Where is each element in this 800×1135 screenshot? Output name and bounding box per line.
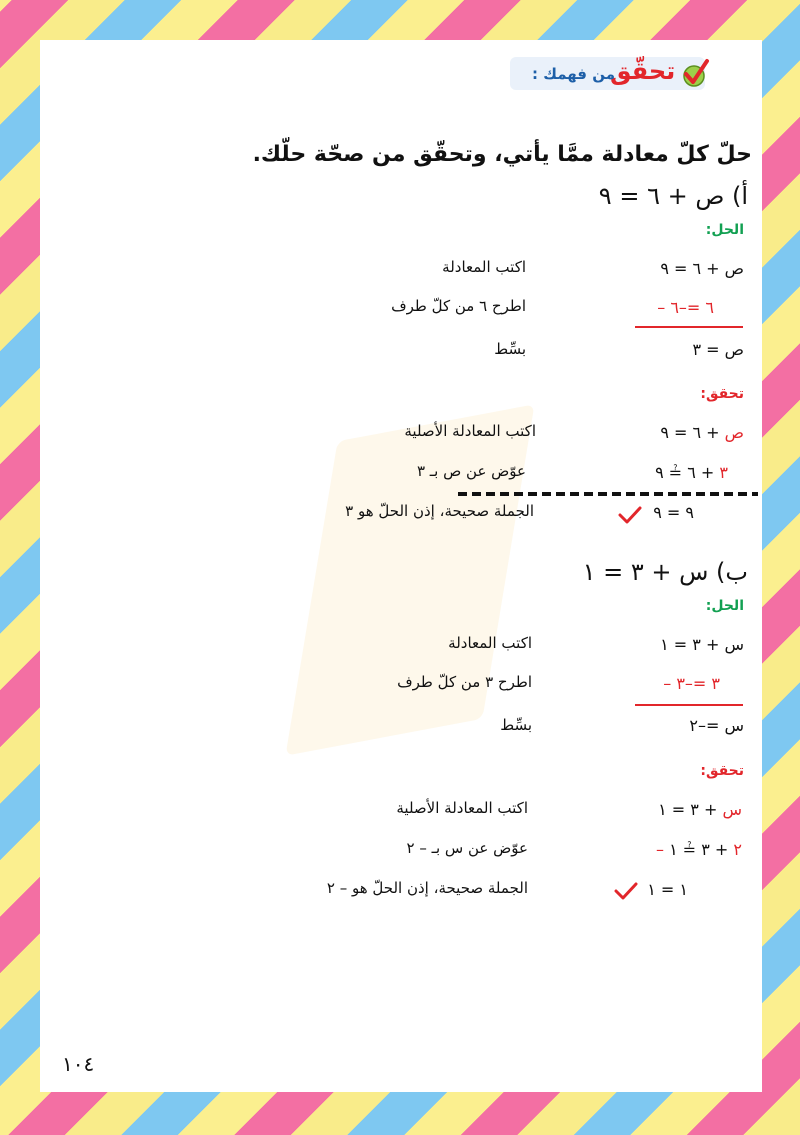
check-description: الجملة صحيحة، إذن الحلّ هو ٣ — [345, 502, 534, 520]
step-equation: س =–٢ — [689, 716, 744, 735]
check-equation: ٩ = ٩ — [653, 503, 694, 522]
check-equation — [656, 840, 742, 859]
substituted-value: – ٢ — [655, 840, 742, 859]
checkmark-icon — [614, 882, 638, 900]
step-description: اطرح ٣ من كلّ طرف — [397, 673, 532, 691]
check-equation — [660, 423, 744, 442]
watermark-logo — [285, 404, 534, 755]
equation-rest: + ٣ ≟ ١ — [669, 840, 734, 859]
solution-label-a: الحل: — [705, 222, 744, 238]
checkmark-icon — [618, 506, 642, 524]
check-description: الجملة صحيحة، إذن الحلّ هو – ٢ — [326, 879, 528, 897]
page-number: ١٠٤ — [62, 1052, 95, 1076]
equation-rest: + ٣ = ١ — [658, 800, 723, 819]
section-divider — [458, 492, 758, 496]
step-description: بسِّط — [500, 716, 532, 734]
step-equation: ص = ٣ — [692, 340, 744, 359]
solution-label-b: الحل: — [705, 598, 744, 614]
check-equation — [658, 800, 742, 819]
step-description: اطرح ٦ من كلّ طرف — [391, 297, 526, 315]
header-title: تحقّق — [610, 57, 676, 85]
instruction-text: حلّ كلّ معادلة ممَّا يأتي، وتحقّق من صحّة حلّك. — [252, 142, 752, 167]
header-subtitle: من فهمك : — [532, 65, 615, 83]
equation-rest: + ٦ = ٩ — [660, 423, 725, 442]
step-description: بسِّط — [494, 340, 526, 358]
step-equation: – ٦ =–٦ — [657, 298, 714, 317]
variable: ص — [724, 423, 744, 442]
step-description: اكتب المعادلة — [448, 634, 532, 652]
check-equation: ١ = ١ — [647, 880, 688, 899]
check-equation — [655, 463, 728, 482]
checkmark-badge-icon — [680, 58, 710, 88]
check-label-a: تحقق: — [700, 386, 744, 402]
check-description: عوّض عن ص بـ ٣ — [416, 462, 526, 480]
subtraction-line — [635, 326, 743, 328]
substituted-value: ٣ — [719, 463, 728, 482]
step-equation: س + ٣ = ١ — [660, 635, 744, 654]
question-a-title: أ) ص + ٦ = ٩ — [598, 182, 748, 210]
check-description: اكتب المعادلة الأصلية — [404, 422, 536, 440]
check-understanding-header — [510, 57, 705, 90]
check-description: عوّض عن س بـ – ٢ — [406, 839, 528, 857]
question-b-title: ب) س + ٣ = ١ — [582, 558, 748, 586]
check-label-b: تحقق: — [700, 763, 744, 779]
check-description: اكتب المعادلة الأصلية — [396, 799, 528, 817]
subtraction-line — [635, 704, 743, 706]
step-equation: ص + ٦ = ٩ — [660, 259, 744, 278]
step-equation: – ٣ =–٣ — [663, 674, 720, 693]
variable: س — [722, 800, 742, 819]
equation-rest: + ٦ ≟ ٩ — [655, 463, 720, 482]
step-description: اكتب المعادلة — [442, 258, 526, 276]
